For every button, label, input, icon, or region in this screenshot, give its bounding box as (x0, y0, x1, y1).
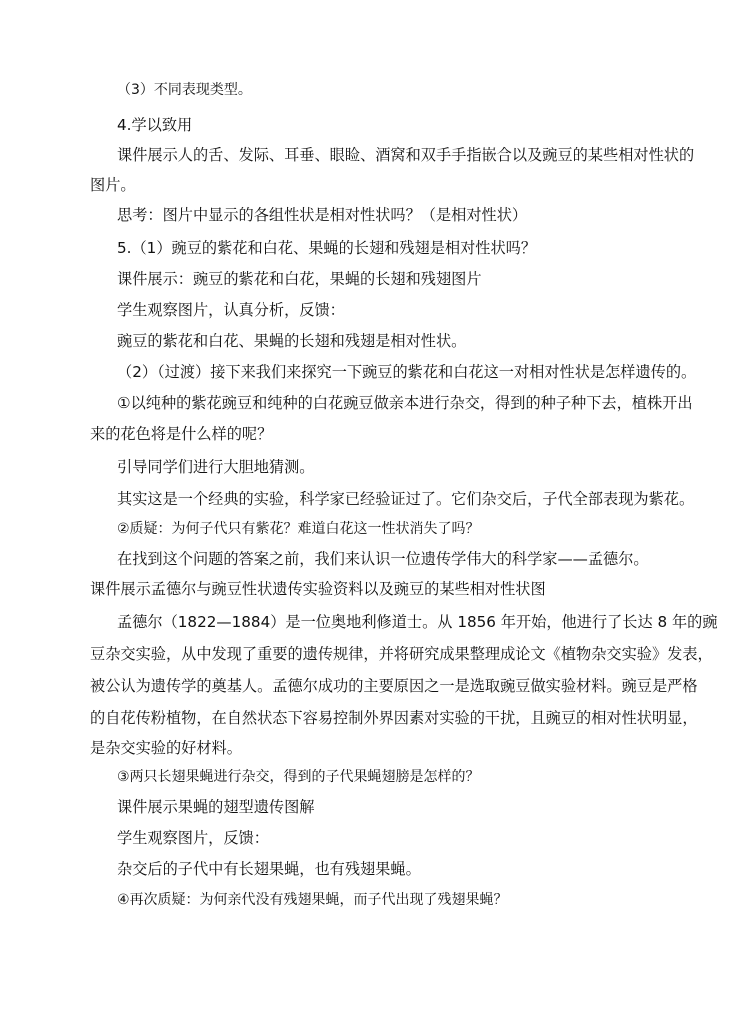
paragraph-transition-5-2: （2）（过渡）接下来我们来探究一下豌豆的紫花和白花这一对相对性状是怎样遗传的。 (117, 363, 697, 381)
paragraph-mendel-bio-3: 被公认为遗传学的奠基人。孟德尔成功的主要原因之一是选取豌豆做实验材料。豌豆是严格 (90, 677, 698, 695)
paragraph-question-again: ④再次质疑：为何亲代没有残翅果蝇，而子代出现了残翅果蝇？ (117, 892, 508, 908)
heading-apply-learning: 4.学以致用 (117, 116, 193, 134)
paragraph-guide-guess: 引导同学们进行大胆地猜测。 (117, 458, 315, 476)
paragraph-student-observe-2: 学生观察图片，反馈： (117, 829, 269, 847)
paragraph-cross-experiment-cont: 来的花色将是什么样的呢？ (90, 425, 273, 443)
paragraph-mendel-bio-1: 孟德尔（1822—1884）是一位奥地利修道士。从 1856 年开始，他进行了长达 8 年的豌 (117, 613, 718, 631)
paragraph-answer-relative-traits: 豌豆的紫花和白花、果蝇的长翅和残翅是相对性状。 (117, 332, 467, 350)
paragraph-meet-mendel: 在找到这个问题的答案之前，我们来认识一位遗传学伟大的科学家——孟德尔。 (117, 550, 649, 568)
paragraph-question-purple-only: ②质疑：为何子代只有紫花？难道白花这一性状消失了吗？ (117, 521, 480, 537)
paragraph-think-question: 思考：图片中显示的各组性状是相对性状吗？（是相对性状） (117, 206, 528, 224)
paragraph-courseware-wing-type: 课件展示果蝇的翅型遗传图解 (117, 798, 315, 816)
paragraph-courseware-mendel: 课件展示孟德尔与豌豆性状遗传实验资料以及豌豆的某些相对性状图 (90, 580, 546, 598)
paragraph-mendel-bio-4: 的自花传粉植物，在自然状态下容易控制外界因素对实验的干扰，且豌豆的相对性状明显， (90, 709, 698, 727)
paragraph-courseware-pea-fly: 课件展示：豌豆的紫花和白花，果蝇的长翅和残翅图片 (117, 270, 482, 288)
paragraph-student-observe-1: 学生观察图片，认真分析，反馈： (117, 301, 345, 319)
paragraph-courseware-human-traits: 课件展示人的舌、发际、耳垂、眼睑、酒窝和双手手指嵌合以及豌豆的某些相对性状的 (117, 146, 695, 164)
paragraph-mendel-bio-5: 是杂交实验的好材料。 (90, 739, 242, 757)
paragraph-mendel-bio-2: 豆杂交实验，从中发现了重要的遗传规律，并将研究成果整理成论文《植物杂交实验》发表， (90, 645, 713, 663)
paragraph-classic-experiment: 其实这是一个经典的实验，科学家已经验证过了。它们杂交后，子代全部表现为紫花。 (117, 490, 695, 508)
paragraph-question-5-1: 5.（1）豌豆的紫花和白花、果蝇的长翅和残翅是相对性状吗？ (117, 239, 537, 257)
paragraph-fruitfly-cross: ③两只长翅果蝇进行杂交，得到的子代果蝇翅膀是怎样的？ (117, 769, 480, 785)
paragraph-courseware-human-traits-cont: 图片。 (90, 176, 136, 194)
paragraph-offspring-wings: 杂交后的子代中有长翅果蝇，也有残翅果蝇。 (117, 860, 421, 878)
paragraph-cross-experiment: ①以纯种的紫花豌豆和纯种的白花豌豆做亲本进行杂交，得到的种子种下去，植株开出 (117, 394, 693, 412)
paragraph-different-types: （3）不同表现类型。 (117, 82, 252, 98)
